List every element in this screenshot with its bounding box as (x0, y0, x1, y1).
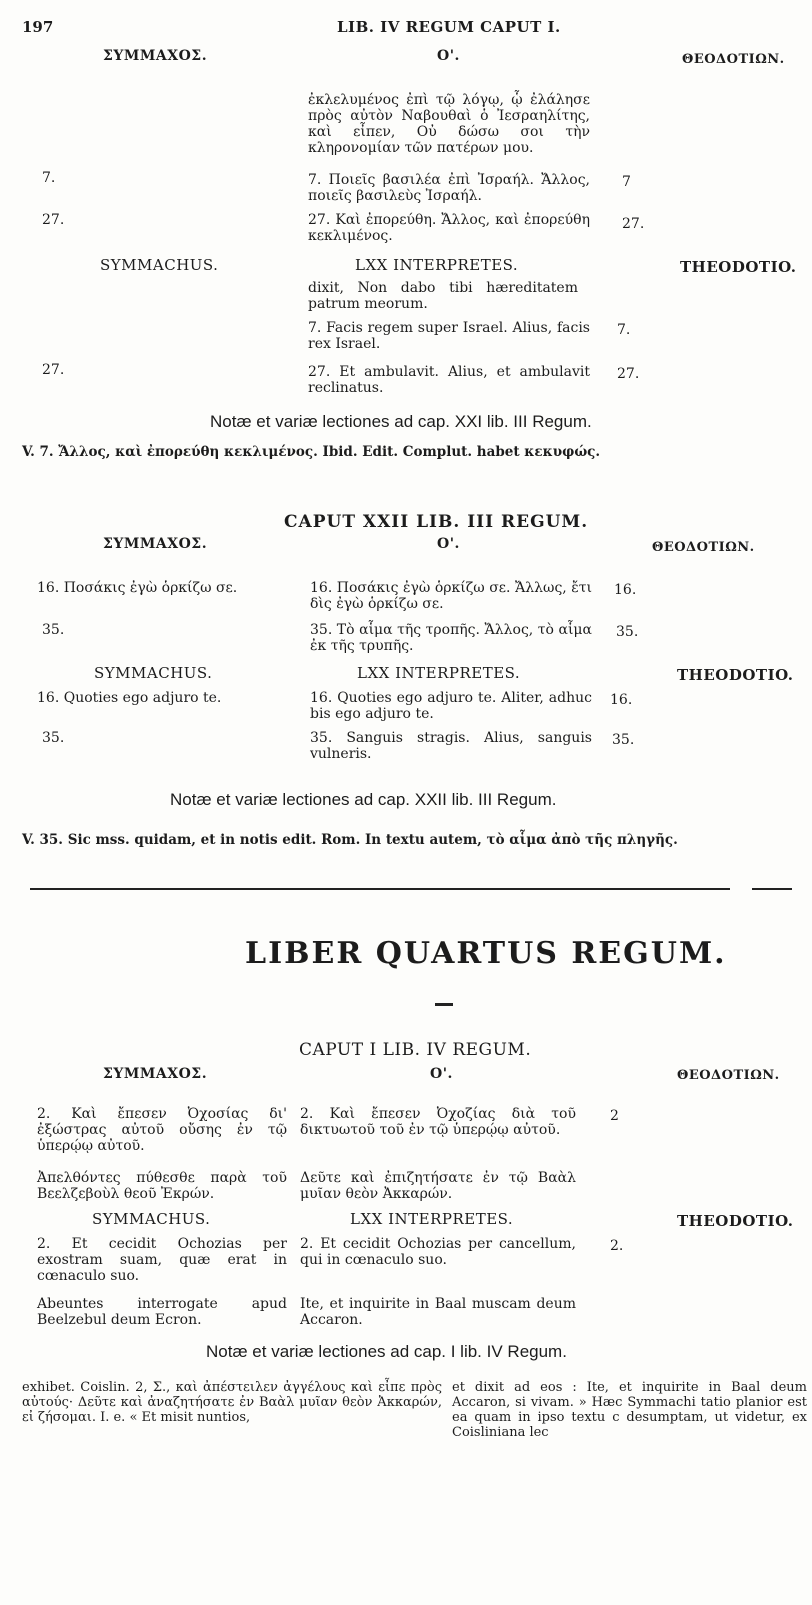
greek-continuation: ἐκλελυμένος ἐπὶ τῷ λόγῳ, ᾧ ἐλάλησε πρὸς αὐτὸν Ναβουθαὶ ὁ Ἰεσραηλίτης, καὶ εἶπεν, Οὐ δώσω σοι τὴν κληρονομίαν τῶν πατέρων μου. (308, 92, 590, 156)
latin-verse-16-right: 16. (610, 692, 633, 708)
page-number: 197 (22, 18, 54, 36)
header-theodotion-2: ΘΕΟΔΟΤΙΩΝ. (652, 540, 755, 555)
verse-35-left: 35. (42, 622, 65, 638)
section-rule-end (752, 888, 792, 890)
latin-verse-35: 35. Sanguis stragis. Alius, sanguis vulneris. (310, 730, 592, 762)
notes-left-column: exhibet. Coislin. 2, Σ., καὶ ἀπέστειλεν ἀγγέλους καὶ εἶπε πρὸς αὐτούς· Δεῦτε καὶ ἀναζητήσατε ἐν Βαὰλ μυῖαν θεὸν Ἀκκαρών, εἰ ζήσομαι. I. e. « Et misit nuntios, (22, 1380, 442, 1425)
book-latin-2b: Ite, et inquirite in Baal muscam deum Accaron. (300, 1296, 576, 1328)
latin-verse-35-left: 35. (42, 730, 65, 746)
book-verse-2-left: 2. Καὶ ἔπεσεν Ὀχοσίας δι' ἐξώστρας αὐτοῦ οὔσης ἐν τῷ ὑπερῴῳ αὐτοῦ. (37, 1106, 287, 1154)
latin-verse-27-right: 27. (617, 366, 640, 382)
verse-7-left: 7. (42, 170, 56, 186)
verse-35-greek: 35. Τὸ αἷμα τῆς τροπῆς. Ἄλλος, τὸ αἷμα ἐκ τῆς τρυπῆς. (310, 622, 592, 654)
header-symmachos-3: ΣΥΜΜΑΧΟΣ. (103, 1066, 208, 1082)
notes-title-iv: Notæ et variæ lectiones ad cap. I lib. IV Regum. (206, 1342, 567, 1361)
section-rule (30, 888, 730, 890)
latin-continuation: dixit, Non dabo tibi hæreditatem patrum meorum. (308, 280, 578, 312)
verse-27-left: 27. (42, 212, 65, 228)
running-head: LIB. IV REGUM CAPUT I. (337, 18, 561, 36)
header-symmachus-2: SYMMACHUS. (94, 664, 213, 682)
title-dash (435, 1003, 453, 1006)
verse-16-greek: 16. Ποσάκις ἐγὼ ὁρκίζω σε. Ἄλλως, ἔτι δὶς ἐγὼ ὁρκίζω σε. (310, 580, 592, 612)
header-symmachus: SYMMACHUS. (100, 256, 219, 274)
header-theodotion-3: ΘΕΟΔΟΤΙΩΝ. (677, 1068, 780, 1083)
caput-xxii: CAPUT XXII LIB. III REGUM. (284, 512, 589, 532)
verse-16-left: 16. Ποσάκις ἐγὼ ὁρκίζω σε. (37, 580, 238, 596)
notes-right-column: et dixit ad eos : Ite, et inquirite in Baal deum Accaron, si vivam. » Hæc Symmachi tatio planior est ea quam in ipso textu c desumptam, ut videtur, ex Coisliniana lec (452, 1380, 807, 1440)
book-latin-2b-left: Abeuntes interrogate apud Beelzebul deum Ecron. (37, 1296, 287, 1328)
latin-verse-16-left: 16. Quoties ego adjuro te. (37, 690, 222, 706)
header-lxx-3: LXX INTERPRETES. (350, 1210, 514, 1228)
verse-35-right: 35. (616, 624, 639, 640)
header-symmachos: ΣΥΜΜΑΧΟΣ. (103, 48, 208, 64)
book-verse-2b-greek: Δεῦτε καὶ ἐπιζητήσατε ἐν τῷ Βαὰλ μυῖαν θεὸν Ἀκκαρών. (300, 1170, 576, 1202)
latin-verse-27-left: 27. (42, 362, 65, 378)
verse-27-greek: 27. Καὶ ἐπορεύθη. Ἄλλος, καὶ ἐπορεύθη κεκλιμένος. (308, 212, 590, 244)
header-theodotio: THEODOTIO. (680, 258, 797, 276)
latin-verse-7: 7. Facis regem super Israel. Alius, facis rex Israel. (308, 320, 590, 352)
book-verse-2-greek: 2. Καὶ ἔπεσεν Ὀχοζίας διὰ τοῦ δικτυωτοῦ τοῦ ἐν τῷ ὑπερῴῳ αὐτοῦ. (300, 1106, 576, 1138)
book-title: LIBER QUARTUS REGUM. (245, 936, 727, 971)
header-theodotio-3: THEODOTIO. (677, 1212, 794, 1230)
verse-7-right: 7 (622, 174, 631, 190)
book-latin-2: 2. Et cecidit Ochozias per cancellum, qui in cœnaculo suo. (300, 1236, 576, 1268)
header-symmachos-2: ΣΥΜΜΑΧΟΣ. (103, 536, 208, 552)
latin-verse-7-right: 7. (617, 322, 631, 338)
verse-16-right: 16. (614, 582, 637, 598)
notes-title-xxi: Notæ et variæ lectiones ad cap. XXI lib. III Regum. (210, 412, 592, 431)
note-xxi: V. 7. Ἄλλος, καὶ ἐπορεύθη κεκλιμένος. Ibid. Edit. Complut. habet κεκυφώς. (22, 444, 601, 460)
header-theodotion: ΘΕΟΔΟΤΙΩΝ. (682, 52, 785, 67)
book-verse-2-right: 2 (610, 1108, 619, 1124)
note-xxii: V. 35. Sic mss. quidam, et in notis edit. Rom. In textu autem, τὸ αἷμα ἀπὸ τῆς πληγῆς. (22, 832, 678, 848)
latin-verse-35-right: 35. (612, 732, 635, 748)
verse-7-greek: 7. Ποιεῖς βασιλέα ἐπὶ Ἰσραήλ. Ἄλλος, ποιεῖς βασιλεὺς Ἰσραήλ. (308, 172, 590, 204)
book-latin-2-left: 2. Et cecidit Ochozias per exostram suam, quæ erat in cœnaculo suo. (37, 1236, 287, 1284)
header-o-3: Ο'. (430, 1066, 453, 1082)
verse-27-right: 27. (622, 216, 645, 232)
header-lxx-2: LXX INTERPRETES. (357, 664, 521, 682)
latin-verse-27: 27. Et ambulavit. Alius, et ambulavit reclinatus. (308, 364, 590, 396)
header-lxx: LXX INTERPRETES. (355, 256, 519, 274)
header-o: Ο'. (437, 48, 460, 64)
book-verse-2b-left: Ἀπελθόντες πύθεσθε παρὰ τοῦ Βεελζεβοὺλ θεοῦ Ἐκρών. (37, 1170, 287, 1202)
notes-title-xxii: Notæ et variæ lectiones ad cap. XXII lib. III Regum. (170, 790, 557, 809)
book-latin-2-right: 2. (610, 1238, 624, 1254)
header-theodotio-2: THEODOTIO. (677, 666, 794, 684)
header-o-2: Ο'. (437, 536, 460, 552)
header-symmachus-3: SYMMACHUS. (92, 1210, 211, 1228)
caput-i: CAPUT I LIB. IV REGUM. (299, 1040, 532, 1060)
latin-verse-16: 16. Quoties ego adjuro te. Aliter, adhuc bis ego adjuro te. (310, 690, 592, 722)
